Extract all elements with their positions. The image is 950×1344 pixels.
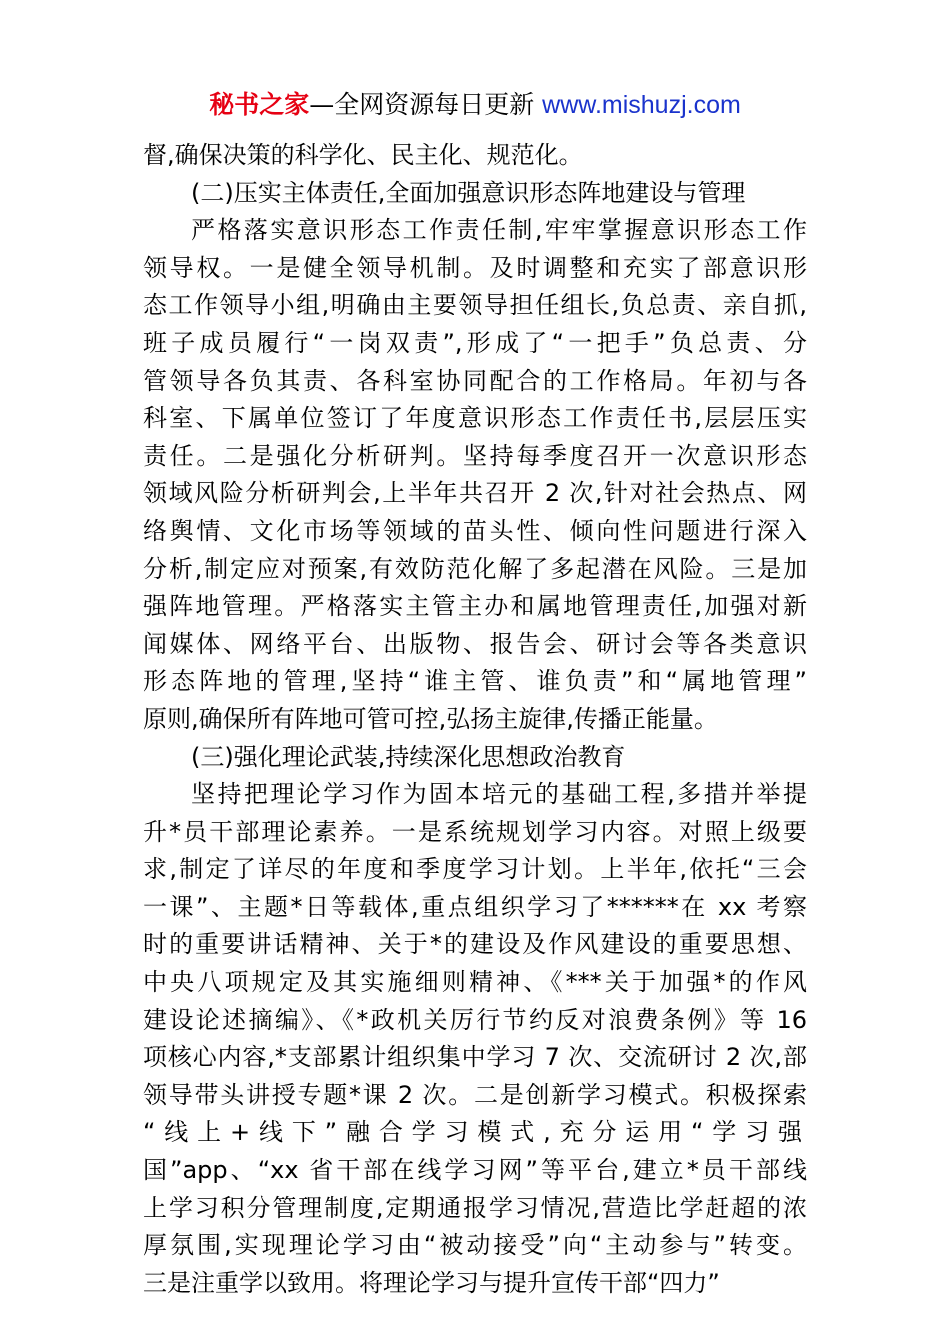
- body-line: 闻媒体、网络平台、出版物、报告会、研讨会等各类意识: [143, 629, 807, 658]
- body-line: 中央八项规定及其实施细则精神、《***关于加强*的作风: [143, 968, 807, 997]
- body-line: 时的重要讲话精神、关于*的建设及作风建设的重要思想、: [143, 930, 807, 959]
- body-line: 求,制定了详尽的年度和季度学习计划。上半年,依托“三会: [143, 855, 807, 884]
- header-url-link[interactable]: www.mishuzj.com: [542, 91, 741, 119]
- body-line: 国”app、“xx 省干部在线学习网”等平台,建立*员干部线: [143, 1156, 807, 1185]
- paragraph-first-line: 坚持把理论学习作为固本培元的基础工程,多措并举提: [191, 780, 807, 809]
- body-line: 形态阵地的管理,坚持“谁主管、谁负责”和“属地管理”: [143, 667, 807, 696]
- body-line: 领导带头讲授专题*课 2 次。二是创新学习模式。积极探索: [143, 1080, 807, 1109]
- body-line: 一课”、主题*日等载体,重点组织学习了******在 xx 考察: [143, 892, 807, 921]
- body-line: 督,确保决策的科学化、民主化、规范化。: [143, 141, 583, 169]
- body-line: “线上+线下”融合学习模式,充分运用“学习强: [143, 1118, 807, 1147]
- document-body: [143, 137, 807, 1302]
- body-line: 厚氛围,实现理论学习由“被动接受”向“主动参与”转变。: [143, 1231, 807, 1260]
- section-heading: (三)强化理论武装,持续深化思想政治教育: [191, 742, 626, 771]
- body-line: 领导权。一是健全领导机制。及时调整和充实了部意识形: [143, 253, 807, 282]
- site-header: [0, 88, 950, 122]
- body-line: 原则,确保所有阵地可管可控,弘扬主旋律,传播正能量。: [143, 704, 718, 733]
- body-line: 项核心内容,*支部累计组织集中学习 7 次、交流研讨 2 次,部: [143, 1043, 807, 1072]
- body-line: 态工作领导小组,明确由主要领导担任组长,负总责、亲自抓,: [143, 291, 807, 320]
- header-slogan: —全网资源每日更新: [309, 90, 543, 119]
- body-line: 责任。二是强化分析研判。坚持每季度召开一次意识形态: [143, 441, 807, 470]
- body-line: 上学习积分管理制度,定期通报学习情况,营造比学赶超的浓: [143, 1193, 807, 1222]
- body-line: 建设论述摘编》、《*政机关厉行节约反对浪费条例》等 16: [143, 1005, 807, 1034]
- header-brand: 秘书之家: [209, 90, 310, 119]
- body-line: 强阵地管理。严格落实主管主办和属地管理责任,加强对新: [143, 592, 807, 621]
- section-heading: (二)压实主体责任,全面加强意识形态阵地建设与管理: [191, 178, 746, 207]
- body-line: 三是注重学以致用。将理论学习与提升宣传干部“四力”: [143, 1268, 720, 1297]
- paragraph-first-line: 严格落实意识形态工作责任制,牢牢掌握意识形态工作: [191, 216, 807, 245]
- body-line: 管领导各负其责、各科室协同配合的工作格局。年初与各: [143, 366, 807, 395]
- body-line: 班子成员履行“一岗双责”,形成了“一把手”负总责、分: [143, 328, 807, 357]
- body-line: 分析,制定应对预案,有效防范化解了多起潜在风险。三是加: [143, 554, 807, 583]
- body-line: 升*员干部理论素养。一是系统规划学习内容。对照上级要: [143, 817, 807, 846]
- body-line: 络舆情、文化市场等领域的苗头性、倾向性问题进行深入: [143, 516, 807, 545]
- body-line: 科室、下属单位签订了年度意识形态工作责任书,层层压实: [143, 404, 807, 433]
- body-line: 领域风险分析研判会,上半年共召开 2 次,针对社会热点、网: [143, 479, 807, 508]
